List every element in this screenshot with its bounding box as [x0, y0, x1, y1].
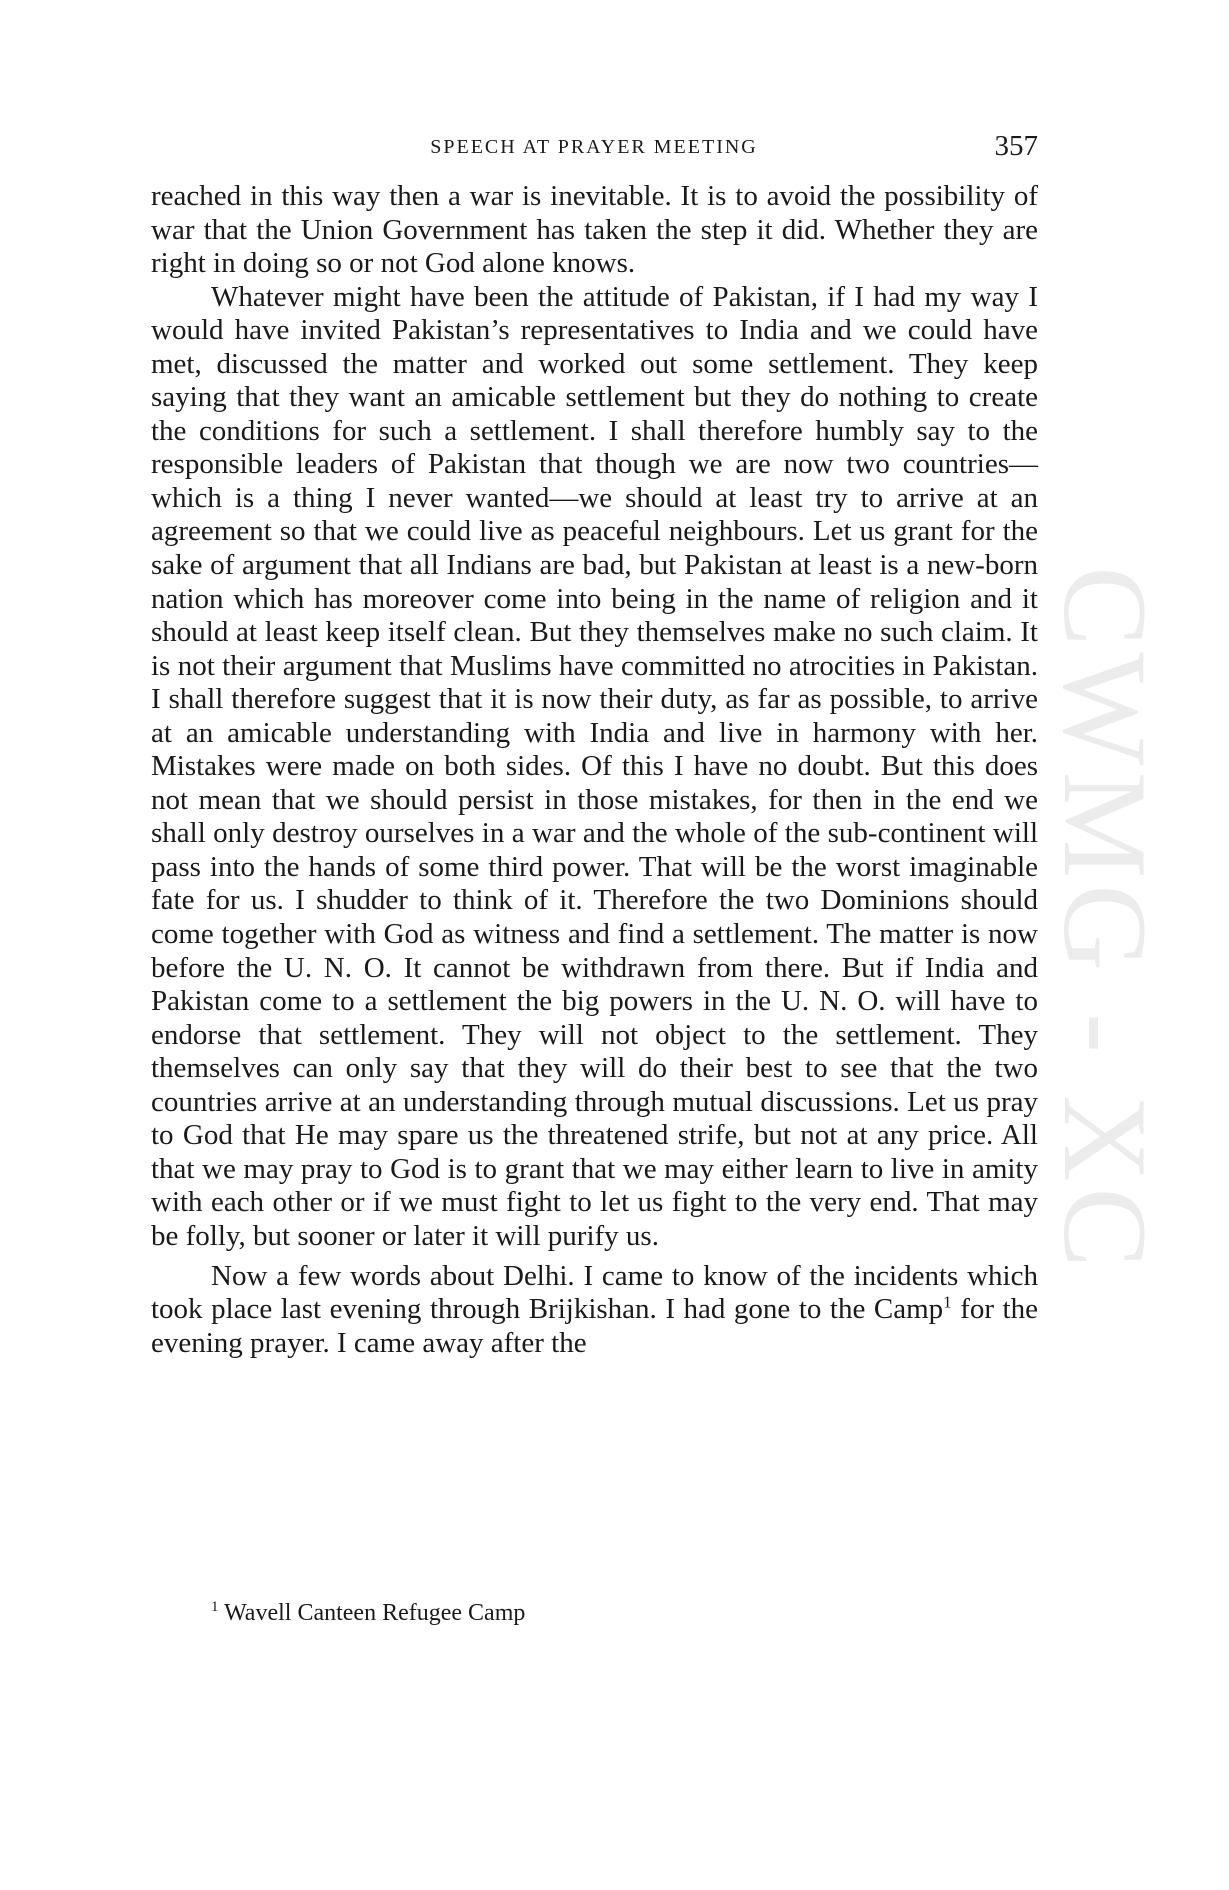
watermark	[1039, 520, 1172, 1320]
paragraph-1: reached in this way then a war is inevitable. It is to avoid the possibility of war that the Union Government has taken the step it did. Whether they are right in doing so or not God alone knows.	[151, 180, 1038, 280]
body-text	[151, 180, 1038, 1360]
paragraph-3-end: for the evening prayer. I came away after the	[151, 1293, 1038, 1359]
paragraph-2: Whatever might have been the attitude of Pakistan, if I had my way I would have invited Pakistan’s representatives to India and we could have met, discussed the matter and worked out some settlement. They keep saying that they want an amicable settlement but they do nothing to create the conditions for such a settlement. I shall therefore humbly say to the responsible leaders of Pakistan that though we are now two countries—which is a thing I never wanted—we should at least try to arrive at an agreement so that we could live as peaceful neighbours. Let us grant for the sake of argument that all Indians are bad, but Pakistan at least is a new-born nation which has moreover come into being in the name of religion and it should at least keep itself clean. But they themselves make no such claim. It is not their argument that Muslims have committed no atrocities in Pakistan. I shall therefore suggest that it is now their duty, as far as possible, to arrive at an amicable understanding with India and live in harmony with her. Mistakes were made on both sides. Of this I have no doubt. But this does not mean that we should persist in those mistakes, for then in the end we shall only destroy ourselves in a war and the whole of the sub-continent will pass into the hands of some third power. That will be the worst imaginable fate for us. I shudder to think of it. Therefore the two Dominions should come together with God as witness and find a settlement. The matter is now before the U. N. O. It cannot be withdrawn from there. But if India and Pakistan come to a settlement the big powers in the U. N. O. will have to endorse that settlement. They will not object to the settlement. They themselves can only say that they will do their best to see that the two countries arrive at an understanding through mutual discussions. Let us pray to God that He may spare us the threatened strife, but not at any price. All that we may pray to God is to grant that we may either learn to live in amity with each other or if we must fight to let us fight to the very end. That may be folly, but sooner or later it will purify us.	[151, 280, 1038, 1252]
footnote-reference[interactable]: 1	[943, 1292, 952, 1312]
page-number: 357	[994, 130, 1038, 162]
footnote	[211, 1592, 525, 1628]
paragraph-3	[151, 1260, 1038, 1361]
paragraph-3-start: Now a few words about Delhi. I came to know of the incidents which took place last evening through Brijkishan. I had gone to the Camp	[151, 1259, 1038, 1326]
watermark-text: CWMG - XC	[1039, 566, 1172, 1274]
running-head	[150, 130, 1038, 164]
footnote-mark: 1	[211, 1599, 219, 1615]
running-title: SPEECH AT PRAYER MEETING	[430, 136, 758, 158]
footnote-text: Wavell Canteen Refugee Camp	[224, 1600, 526, 1626]
